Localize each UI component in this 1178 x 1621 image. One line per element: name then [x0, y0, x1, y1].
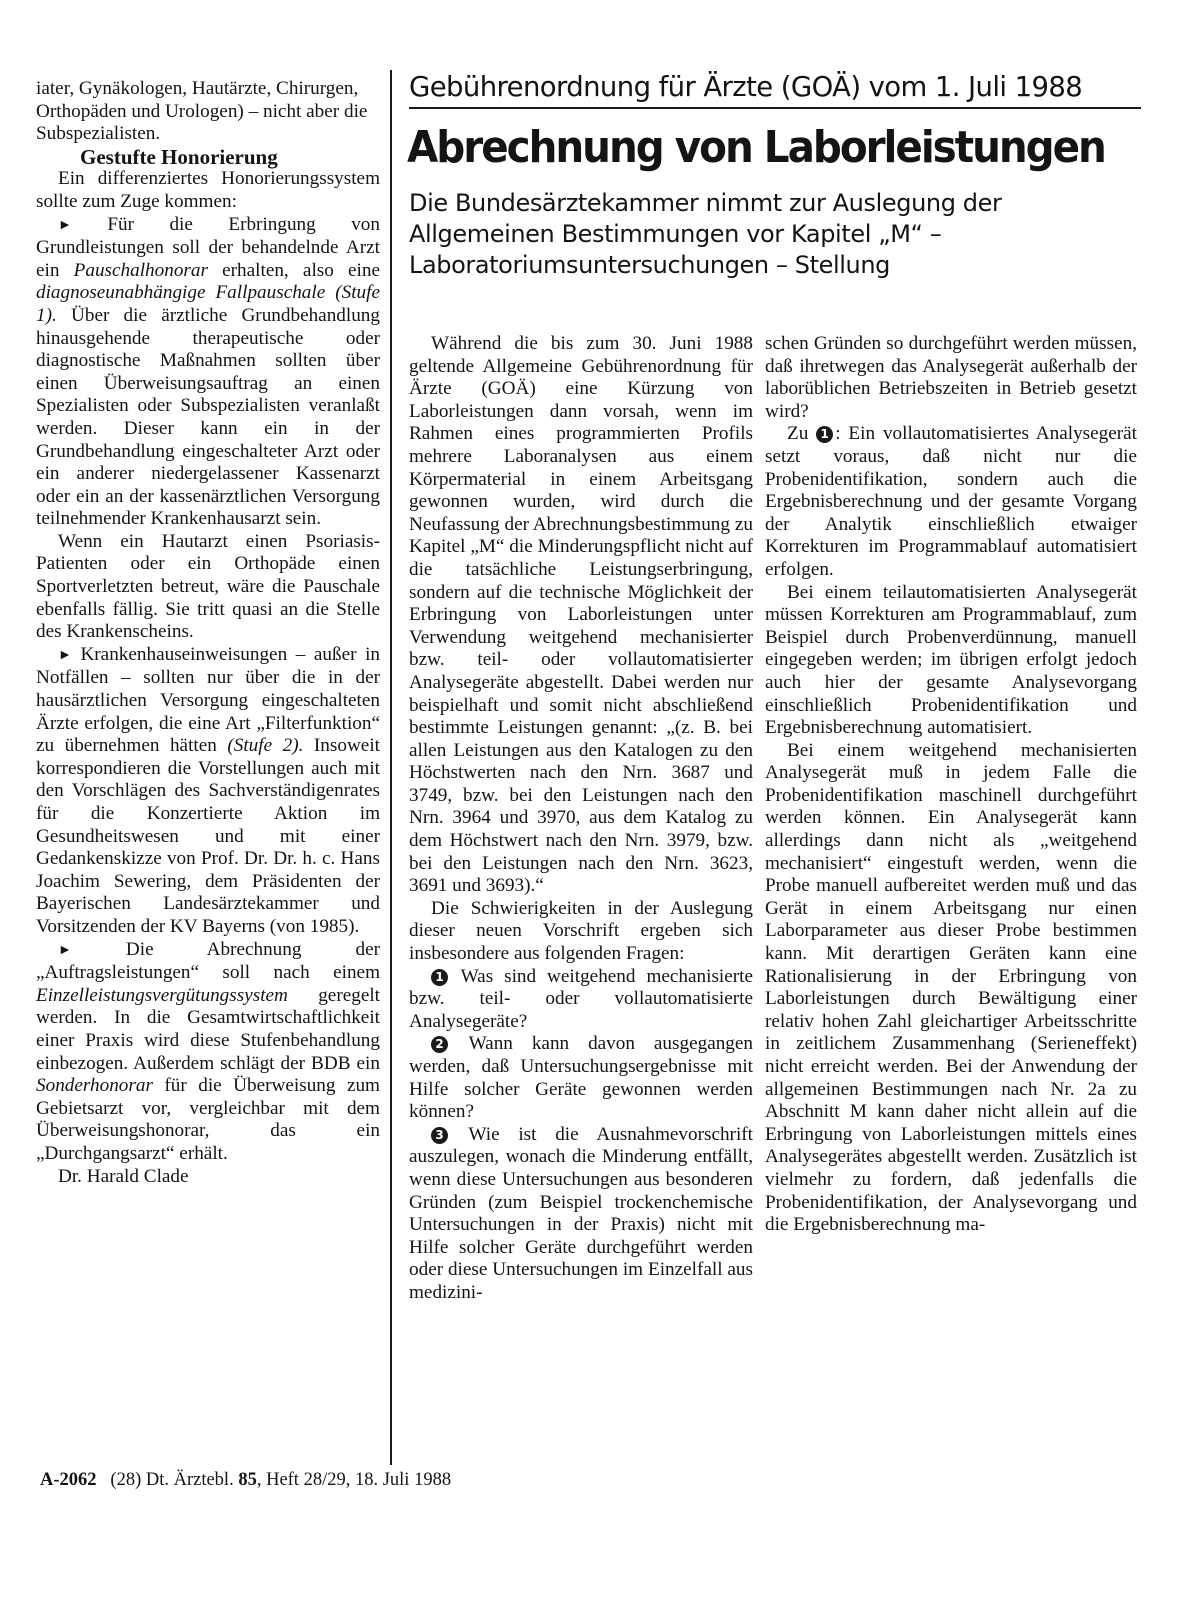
- right-paragraph-2: Bei einem teilautomatisierten Analysegerät müssen Korrekturen am Programmablauf, zum Beispiel durch Probenverdünnung, manuell eingegeben werden; im übrigen erfolgt jedoch auch hier der gesamte Analysevorgang einschließlich Probenidentifikation und Ergebnisberechnung automatisiert.: [765, 581, 1137, 739]
- left-paragraph-3: Wenn ein Hautarzt einen Psoriasis-Patienten oder ein Orthopäde einen Sportverletzten betreut, wäre die Pauschale ebenfalls fällig. Sie tritt quasi an die Stelle des Krankenscheins.: [36, 530, 380, 643]
- question-3: [409, 1124, 753, 1305]
- italic-run: Sonderhonorar: [36, 1075, 153, 1097]
- header-rule: [409, 107, 1141, 109]
- column-divider: [390, 70, 392, 1465]
- italic-run: Pauschalhonorar: [73, 259, 208, 281]
- left-paragraph-1: Ein differenziertes Honorierungssystem sollte zum Zuge kommen:: [36, 168, 380, 212]
- volume-number: 85: [238, 1470, 257, 1490]
- text-run: Wie ist die Ausnahmevorschrift auszulegen, wonach die Minderung entfällt, wenn diese Untersuchungen aus besonderen Gründen (zum Beispiel trockenchemische Untersuchungen in der Praxis) nicht mit Hilfe solcher Geräte durchgeführt werden oder diese Untersuchungen im Einzelfall aus medizini-: [409, 1123, 754, 1303]
- text-run: Krankenhauseinweisungen – außer in Notfällen – sollten nur über die in der hausärztlichen Versorgung eingeschalteten Ärzte erfolgen, die eine Art „Filterfunktion“ zu übernehmen hätten: [36, 643, 380, 757]
- triangle-bullet-icon: ►: [58, 942, 72, 958]
- answer-1: [765, 423, 1137, 581]
- right-paragraph-3: Bei einem weitgehend mechanisierten Analysegerät muß in jedem Falle die Probenidentifikation maschinell durchgeführt werden können. Ein Analysegerät kann allerdings dann nicht als „weitgehend mechanisiert“ eingestuft werden, wenn die Probe manuell aufbereitet werden muß und das Gerät in einem Arbeitsgang nur einen Laborparameter aus dieser Probe bestimmen kann. Mit derartigen Geräten kann eine Rationalisierung in der Erbringung von Laborleistungen durch Bewältigung einer relativ hohen Zahl gleichartiger Arbeitsschritte in zeitlichem Zusammenhang (Serieneffekt) nicht erreicht werden. Bei der Anwendung der allgemeinen Bestimmungen nach Nr. 2a zu Abschnitt M kann daher nicht allein auf die Erbringung von Laborleistungen mittels eines Analysegerätes abgestellt werden. Zusätzlich ist vielmehr zu fordern, daß jedenfalls die Probenidentifikation, der Analysevorgang und die Ergebnisberechnung ma-: [765, 739, 1137, 1236]
- text-run: Über die ärztliche Grundbehandlung hinausgehende therapeutische oder diagnostische Maßnahmen sollten über einen Überweisungsauftrag an einen Spezialisten oder Subspezialisten veranlaßt werden. Dieser kann ein in der Grundbehandlung eingeschalteter Arzt oder ein anderer niedergelassener Kassenarzt oder ein an der kassenärztlichen Versorgung teilnehmender Krankenhausarzt sein.: [36, 304, 380, 530]
- article-title: Abrechnung von Laborleistungen: [407, 122, 1105, 173]
- left-paragraph-continued: iater, Gynäkologen, Hautärzte, Chirurgen, Orthopäden und Urologen) – nicht aber die Subspezialisten.: [36, 78, 368, 145]
- page-footer: [40, 1470, 451, 1491]
- text-run: : Ein vollautomatisiertes Analysegerät setzt voraus, daß nicht nur die Probenidentifikation, sondern auch die Ergebnisberechnung und der gesamte Vorgang der Analytik einschließlich etwaiger Korrekturen im Programmablauf automatisiert erfolgen.: [765, 423, 1137, 580]
- kicker-line: Gebührenordnung für Ärzte (GOÄ) vom 1. Juli 1988: [409, 71, 1083, 103]
- left-paragraph-5: [36, 939, 380, 1166]
- article-deck: Die Bundesärztekammer nimmt zur Auslegung der Allgemeinen Bestimmungen vor Kapitel „M“ – Laboratoriumsuntersuchungen – Stellung: [409, 189, 1002, 279]
- text-run: Zu: [787, 423, 809, 445]
- question-2: [409, 1033, 753, 1123]
- article-header: [409, 70, 1141, 281]
- text-run: Wann kann davon ausgegangen werden, daß Untersuchungsergebnisse mit Hilfe solcher Geräte gewonnen werden können?: [409, 1033, 754, 1123]
- mid-paragraph-2: Die Schwierigkeiten in der Auslegung dieser neuen Vorschrift ergeben sich insbesondere aus folgenden Fragen:: [409, 897, 753, 965]
- triangle-bullet-icon: ►: [58, 217, 72, 233]
- text-run: Was sind weitgehend mechanisierte bzw. teil- oder vollautomatisierte Analysegeräte?: [409, 965, 753, 1032]
- number-3-icon: 3: [431, 1127, 448, 1144]
- text-run: Für die Erbringung von Grundleistungen soll der behandelnde Arzt ein: [36, 213, 380, 281]
- triangle-bullet-icon: ►: [58, 647, 72, 663]
- text-run: Die Abrechnung der „Auftragsleistungen“ soll nach einem: [36, 938, 380, 984]
- italic-run: diagnoseunabhängige Fallpauschale (Stufe 1).: [36, 282, 380, 326]
- right-column: [765, 333, 1137, 1237]
- number-1-icon: 1: [816, 426, 833, 443]
- italic-run: Einzelleistungsvergütungssystem: [36, 984, 288, 1006]
- text-run: für die Überweisung zum Gebietsarzt vor, vergleichbar mit dem Überweisungshonorar, das ein „Durchgangsarzt“ erhält.: [36, 1075, 380, 1164]
- page-id: A-2062: [40, 1470, 97, 1490]
- right-paragraph-continued: schen Gründen so durchgeführt werden müssen, daß ihretwegen das Analysegerät außerhalb der laborüblichen Betriebszeiten in Betrieb gesetzt wird?: [765, 333, 1137, 422]
- journal-ref: (28) Dt. Ärztebl.: [110, 1470, 234, 1490]
- author-signature: Dr. Harald Clade: [58, 1165, 189, 1187]
- subheading: Gestufte Honorierung: [80, 144, 278, 169]
- text-run: erhalten, also eine: [207, 259, 380, 281]
- left-column: [36, 78, 380, 1188]
- italic-run: (Stufe 2).: [227, 735, 304, 757]
- number-2-icon: 2: [431, 1036, 448, 1053]
- left-paragraph-4: [36, 644, 380, 939]
- left-paragraph-2: [36, 214, 380, 531]
- text-run: Insoweit korrespondieren die Vorstellungen auch mit den Vorschlägen des Sachverständigenrates für die Konzertierte Aktion im Gesundheitswesen und mit einer Gedankenskizze von Prof. Dr. Dr. h. c. Hans Joachim Sewering, dem Präsidenten der Bayerischen Landesärztekammer und Vorsitzenden der KV Bayerns (von 1985).: [36, 735, 380, 937]
- question-1: [409, 966, 753, 1034]
- text-run: geregelt werden. In die Gesamtwirtschaftlichkeit einer Praxis wird diese Stufenbehandlung einbezogen. Außerdem schlägt der BDB ein: [36, 984, 380, 1074]
- issue-date: , Heft 28/29, 18. Juli 1988: [256, 1470, 452, 1490]
- mid-paragraph-1: Während die bis zum 30. Juni 1988 geltende Allgemeine Gebührenordnung für Ärzte (GOÄ) eine Kürzung von Laborleistungen dann vorsah, wenn im Rahmen eines programmierten Profils mehrere Laboranalysen aus einem Körpermaterial in einem Arbeitsgang gewonnen wurden, wird durch die Neufassung der Abrechnungsbestimmung zu Kapitel „M“ die Minderungspflicht nicht auf die tatsächliche Leistungserbringung, sondern auf die technische Möglichkeit der Erbringung von Laborleistungen unter Verwendung weitgehend mechanisierter bzw. teil- oder vollautomatisierter Analysegeräte abgestellt. Dabei werden nur beispielhaft und somit nicht abschließend bestimmte Leistungen genannt: „(z. B. bei allen Leistungen aus den Katalogen zu den Höchstwerten nach den Nrn. 3687 und 3749, bzw. bei den Leistungen nach den Nrn. 3964 und 3970, aus dem Katalog zu dem Höchstwert nach den Nrn. 3979, bzw. bei den Leistungen nach den Nrn. 3623, 3691 und 3693).“: [409, 333, 753, 897]
- middle-column: [409, 333, 753, 1305]
- number-1-icon: 1: [431, 969, 448, 986]
